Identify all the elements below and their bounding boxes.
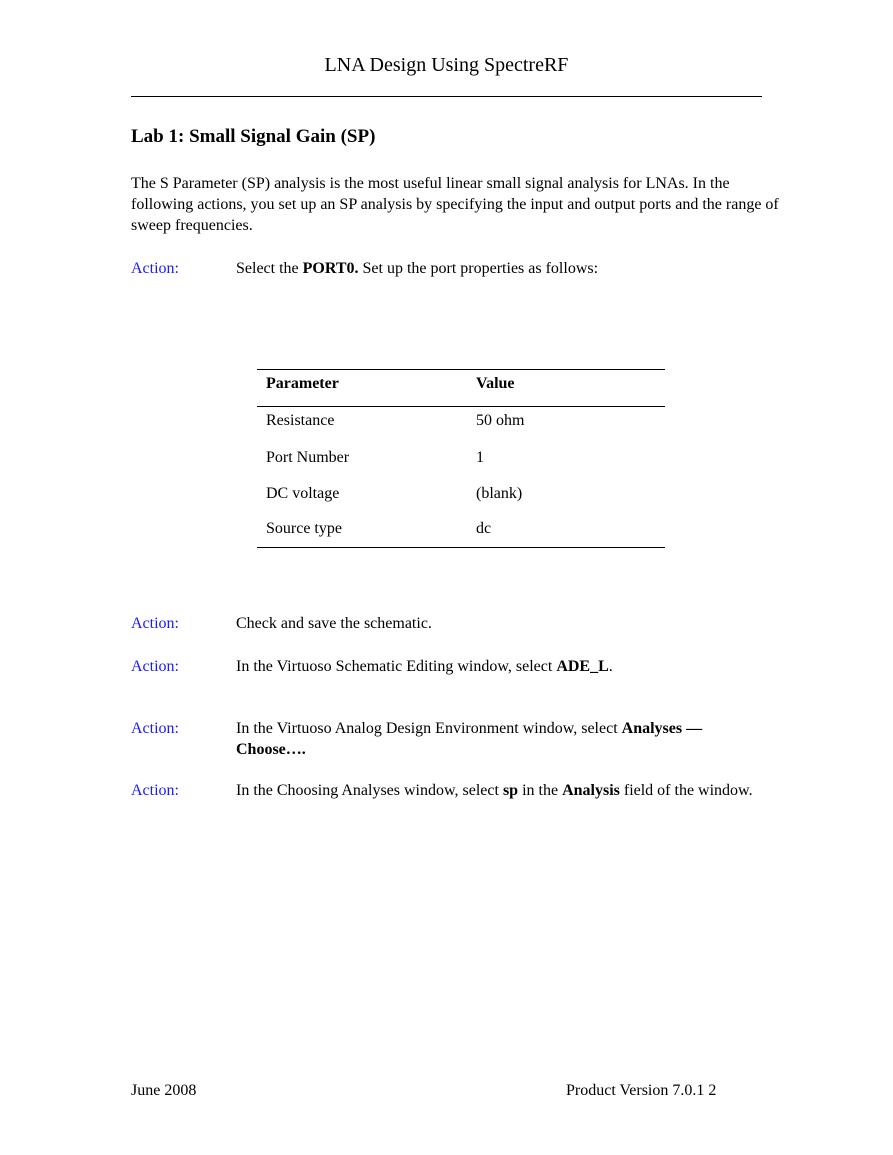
action-text-part-bold: Analysis xyxy=(562,782,620,799)
table-row xyxy=(257,442,665,479)
action-label: Action: xyxy=(131,782,179,799)
footer-version: Product Version 7.0.1 2 xyxy=(566,1082,717,1099)
header-divider xyxy=(131,96,762,97)
action-text-part: In the Choosing Analyses window, select xyxy=(236,782,503,799)
action-text-part: In the Virtuoso Schematic Editing window, select xyxy=(236,658,557,675)
lab-title: Lab 1: Small Signal Gain (SP) xyxy=(131,126,376,147)
table-cell: 50 ohm xyxy=(476,412,525,429)
action-text-part: in the xyxy=(518,782,563,799)
action-text xyxy=(236,780,756,801)
table-cell: Port Number xyxy=(266,449,350,466)
action-label: Action: xyxy=(131,615,179,632)
table-cell: dc xyxy=(476,520,492,537)
action-text-part: field of the window. xyxy=(619,782,753,799)
action-text xyxy=(236,613,756,634)
table-cell: (blank) xyxy=(476,485,523,502)
action-text-part: Check and save the schematic. xyxy=(236,615,432,632)
action-text xyxy=(236,258,756,279)
action-text-part: Select the xyxy=(236,260,303,277)
action-text-part: In the Virtuoso Analog Design Environment window, select xyxy=(236,720,622,737)
table-row xyxy=(257,407,665,442)
action-label: Action: xyxy=(131,720,179,737)
port-properties-table xyxy=(257,369,665,548)
table-cell: Source type xyxy=(266,520,342,537)
action-text xyxy=(236,656,756,677)
table-header-cell: Value xyxy=(476,375,515,392)
action-text-part-bold: Analyses — Choose…. xyxy=(236,720,703,758)
table-cell: DC voltage xyxy=(266,485,340,502)
action-text-part-bold: ADE_L xyxy=(556,658,609,675)
action-label: Action: xyxy=(131,260,179,277)
page-header: LNA Design Using SpectreRF xyxy=(324,54,569,76)
action-text xyxy=(236,718,756,760)
action-text-part: . xyxy=(608,658,613,675)
action-text-part-bold: PORT0. xyxy=(302,260,359,277)
table-cell: 1 xyxy=(476,449,484,466)
action-text-part: Set up the port properties as follows: xyxy=(358,260,599,277)
table-row xyxy=(257,479,665,514)
action-text-part-bold: sp xyxy=(502,782,519,799)
table-header-cell: Parameter xyxy=(266,375,339,392)
action-label: Action: xyxy=(131,658,179,675)
table-header-row xyxy=(257,370,665,407)
table-row xyxy=(257,514,665,547)
table-cell: Resistance xyxy=(266,412,335,429)
intro-paragraph: The S Parameter (SP) analysis is the most useful linear small signal analysis for LNAs. In the following actions, you set up an SP analysis by specifying the input and output ports and the range of sweep frequencies. xyxy=(131,175,779,234)
footer-date: June 2008 xyxy=(131,1082,197,1099)
